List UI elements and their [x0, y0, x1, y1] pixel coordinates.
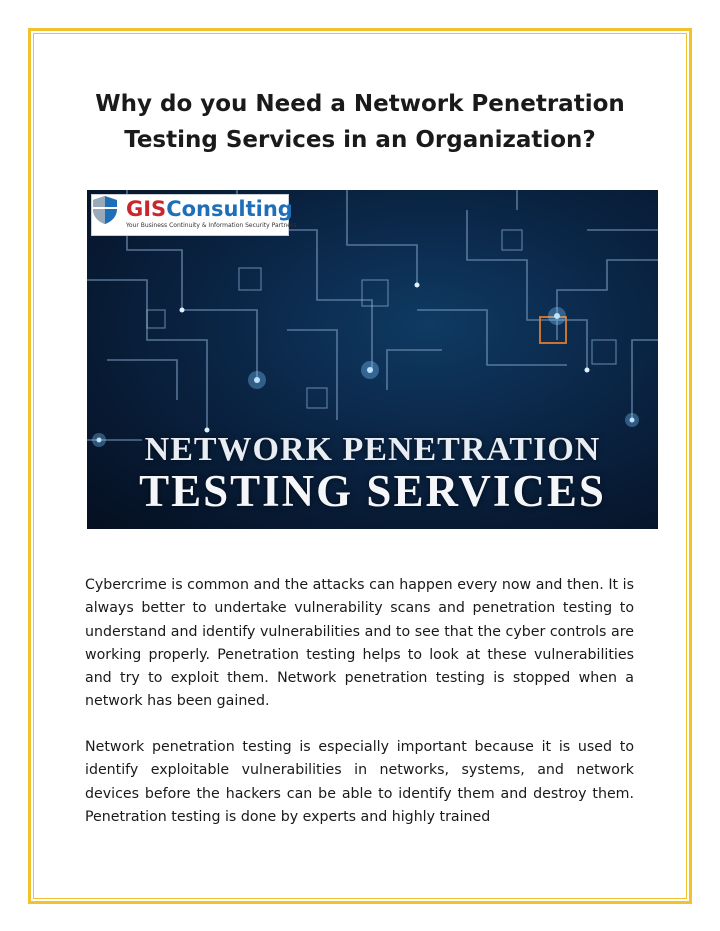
banner-image [87, 190, 658, 529]
body-paragraph-2: Network penetration testing is especially important because it is used to identify exploitable vulnerabilities in networks, systems, and network devices before the hackers can be able to identify them and destroy them. Penetration testing is done by experts and highly trained [85, 739, 634, 825]
body-paragraph-1: Cybercrime is common and the attacks can happen every now and then. It is always better to undertake vulnerability scans and penetration testing to understand and identify vulnerabilities and to see that the cyber controls are working properly. Penetration testing helps to look at these vulnerabilities and try to exploit them. Network penetration testing is stopped when a network has been gained. [85, 577, 634, 710]
logo-consulting-text: Consulting [166, 197, 293, 221]
page-title: Why do you Need a Network Penetration Testing Services in an Organization? [95, 91, 625, 153]
logo-gis-text: GIS [126, 197, 167, 221]
logo-wordmark [126, 196, 293, 222]
shield-icon [92, 195, 118, 225]
logo-tagline: Your Business Continuity & Information Security Partners [126, 222, 297, 229]
banner-heading-line1: NETWORK PENETRATION [144, 431, 601, 468]
gis-consulting-logo [91, 194, 297, 236]
banner-heading-line2: TESTING SERVICES [139, 466, 606, 516]
